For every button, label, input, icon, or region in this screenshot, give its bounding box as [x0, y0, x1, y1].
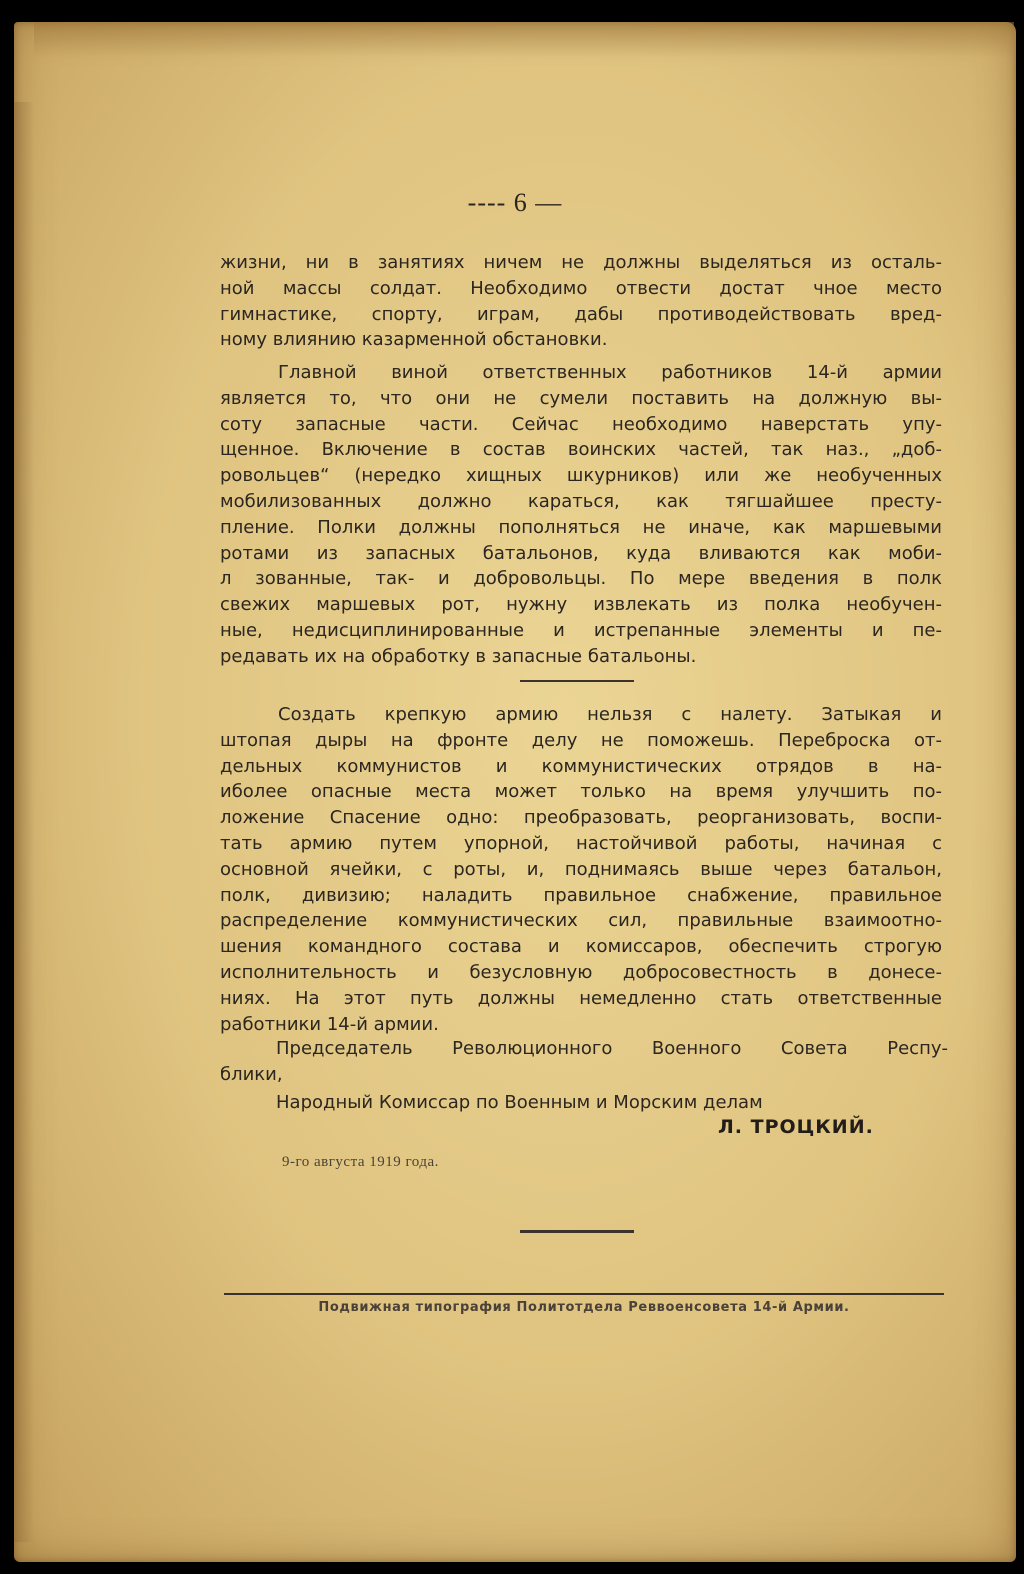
- text-line: жизни, ни в занятиях ничем не должны выделяться из осталь-: [220, 252, 942, 273]
- text-line: мобилизованных должно караться, как тягшайшее престу-: [220, 490, 942, 512]
- text-line: штопая дыры на фронте делу не поможешь. Переброска от-: [220, 729, 942, 751]
- text-line: ротами из запасных батальонов, куда вливаются как моби-: [220, 542, 942, 564]
- text-line: работники 14-й армии.: [220, 1013, 439, 1035]
- section-divider: [520, 680, 634, 682]
- text-line: соту запасные части. Сейчас необходимо наверстать упу-: [220, 413, 942, 435]
- text-line: является то, что они не сумели поставить на должную вы-: [220, 387, 942, 409]
- text-line: ному влиянию казарменной обстановки.: [220, 329, 608, 351]
- document-date: 9-го августа 1919 года.: [282, 1154, 439, 1170]
- printer-imprint: Подвижная типография Политотдела Реввоенсовета 14-й Армии.: [318, 1300, 850, 1315]
- signature-title-line-2: блики,: [220, 1064, 283, 1085]
- text-line: л зованные, так- и добровольцы. По мере введения в полк: [220, 568, 942, 590]
- document-page: [14, 22, 1016, 1562]
- text-line: гимнастике, спорту, играм, дабы противодействовать вред-: [220, 303, 942, 325]
- end-divider: [520, 1230, 634, 1233]
- paragraph-1: [220, 250, 942, 353]
- signature-title-line-1: Председатель Революционного Военного Совета Респу-: [276, 1038, 948, 1059]
- text-line: щенное. Включение в состав воинских частей, так наз., „доб-: [220, 439, 942, 461]
- text-line: ные, недисциплинированные и истрепанные элементы и пе-: [220, 619, 942, 641]
- text-line: Главной виной ответственных работников 14-й армии: [278, 362, 942, 383]
- text-line: тать армию путем упорной, настойчивой работы, начиная с: [220, 832, 942, 854]
- paragraph-2: [220, 360, 942, 670]
- text-line: Создать крепкую армию нельзя с налету. Затыкая и: [278, 704, 942, 725]
- page-top-wear: [34, 22, 1014, 58]
- text-line: исполнительность и безусловную добросовестность в донесе-: [220, 961, 942, 983]
- text-line: ложение Спасение одно: преобразовать, реорганизовать, воспи-: [220, 807, 942, 829]
- text-line: полк, дивизию; наладить правильное снабжение, правильное: [220, 884, 942, 906]
- text-line: ровольцев“ (нередко хищных шкурников) или же необученных: [220, 465, 942, 487]
- text-line: пление. Полки должны пополняться не иначе, как маршевыми: [220, 516, 942, 538]
- text-line: основной ячейки, с роты, и, поднимаясь выше через батальон,: [220, 858, 942, 880]
- paragraph-3: [220, 702, 942, 1037]
- text-line: распределение коммунистических сил, правильные взаимоотно-: [220, 910, 942, 932]
- signature-name: Л. ТРОЦКИЙ.: [718, 1116, 874, 1138]
- page-number: ---- 6 —: [467, 188, 563, 217]
- text-line: дельных коммунистов и коммунистических отрядов в на-: [220, 755, 942, 777]
- signature-title-line-3: Народный Комиссар по Военным и Морским делам: [276, 1092, 763, 1113]
- page-edge-shadow: [14, 102, 34, 1542]
- text-line: шения командного состава и комиссаров, обеспечить строгую: [220, 936, 942, 958]
- text-line: редавать их на обработку в запасные батальоны.: [220, 645, 697, 667]
- text-line: ной массы солдат. Необходимо отвести достат чное место: [220, 277, 942, 299]
- text-line: ниях. На этот путь должны немедленно стать ответственные: [220, 987, 942, 1009]
- text-line: иболее опасные места может только на время улучшить по-: [220, 781, 942, 803]
- text-line: свежих маршевых рот, нужну извлекать из полка необучен-: [220, 594, 942, 616]
- footer-rule: [224, 1293, 944, 1295]
